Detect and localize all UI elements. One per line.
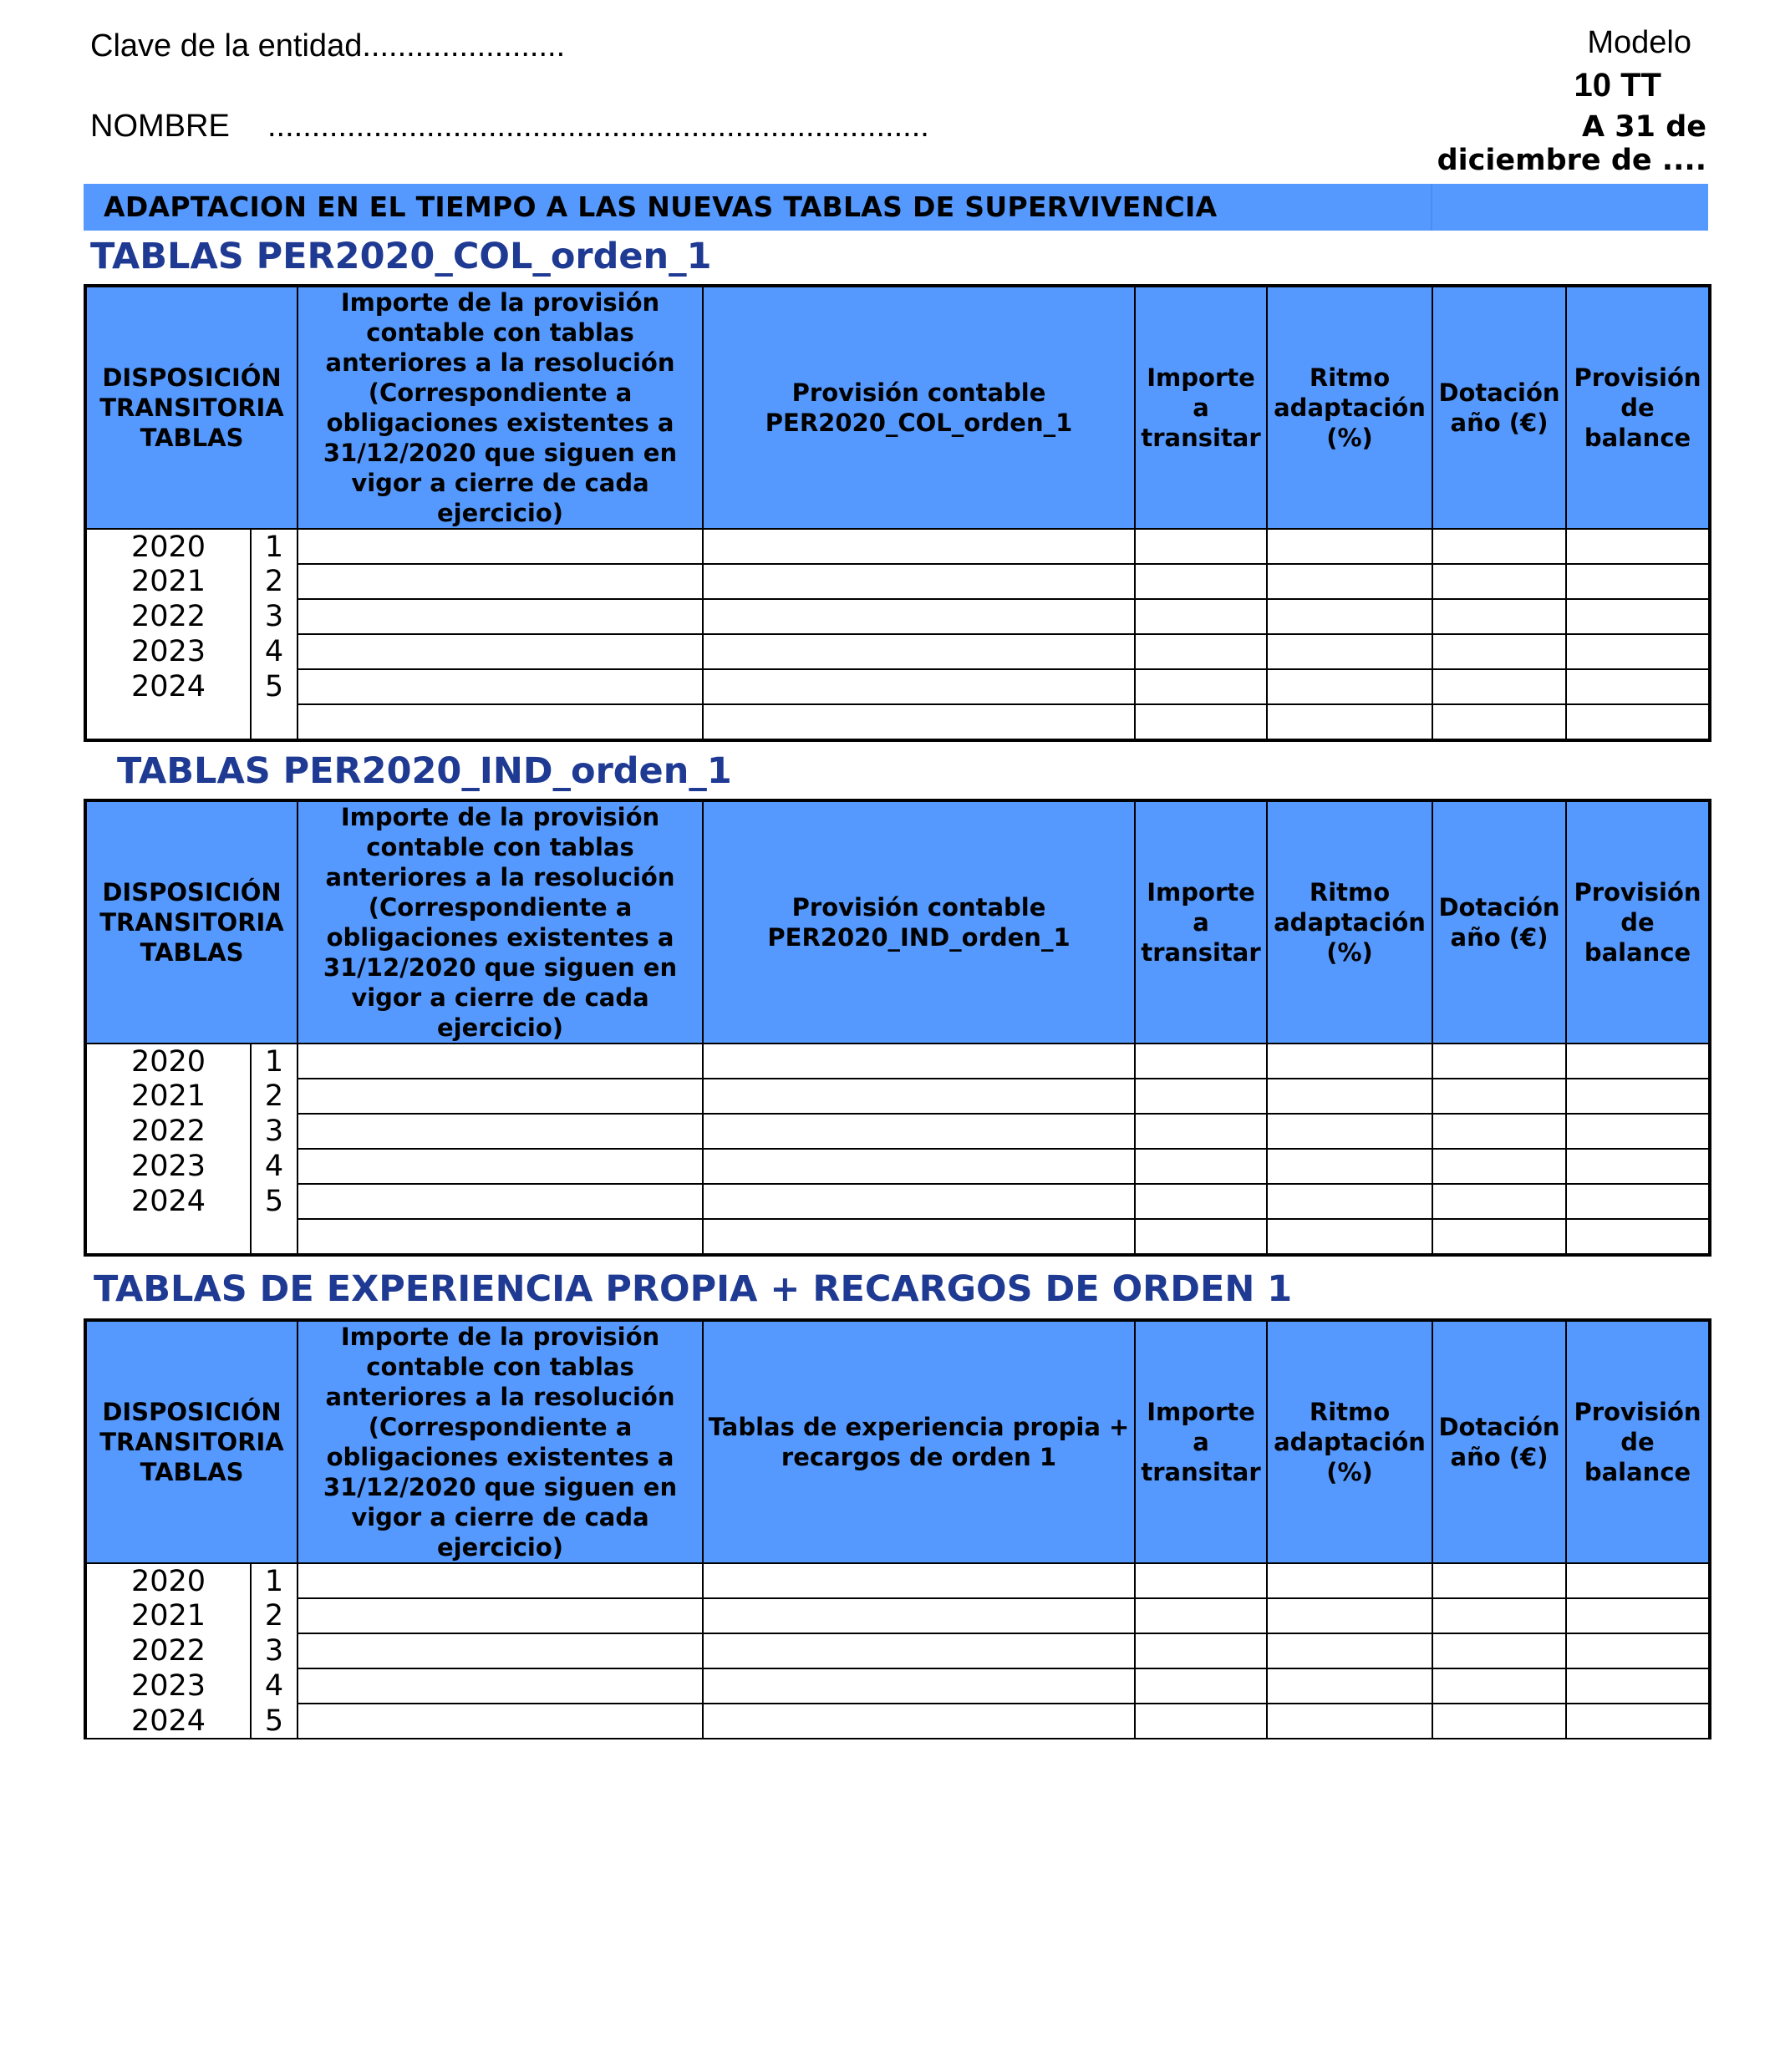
modelo-code: 10 TT [1574,67,1661,104]
input-cell[interactable] [298,1704,703,1739]
input-cell[interactable] [1267,564,1432,599]
row-year: 2023 [85,1668,251,1704]
input-cell[interactable] [298,1079,703,1114]
table-row [85,1598,1710,1633]
row-year: 2023 [85,634,251,669]
header-ritmo: Ritmo adaptación (%) [1267,800,1432,1044]
header-importe-transitar: Importe a transitar [1135,800,1267,1044]
row-index: 2 [251,1079,298,1114]
input-cell[interactable] [298,529,703,564]
header-importe-provision: Importe de la provisión contable con tablas anteriores a la resolución (Correspondiente a obligaciones existentes a 31/12/2020 que siguen en vigor a cierre de cada ejercicio) [298,800,703,1044]
input-cell[interactable] [1267,1563,1432,1598]
banner-title: ADAPTACION EN EL TIEMPO A LAS NUEVAS TABLAS DE SUPERVIVENCIA [104,190,1218,223]
input-cell[interactable] [1566,1149,1710,1184]
table-experiencia [84,1318,1711,1739]
table-row [85,1704,1710,1739]
header-dotacion: Dotación año (€) [1432,286,1566,529]
input-cell[interactable] [1432,1149,1566,1184]
table-ind [84,799,1711,1257]
header-dotacion: Dotación año (€) [1432,800,1566,1044]
section-banner [84,184,1708,231]
input-cell[interactable] [1135,599,1267,634]
input-cell[interactable] [1432,1598,1566,1633]
input-cell[interactable] [1432,1668,1566,1704]
row-index: 2 [251,1598,298,1633]
input-cell[interactable] [1566,669,1710,704]
header-importe-transitar: Importe a transitar [1135,286,1267,529]
row-index: 3 [251,1633,298,1668]
input-cell[interactable] [1267,704,1432,740]
row-year: 2024 [85,1184,251,1219]
row-year: 2020 [85,1563,251,1598]
input-cell[interactable] [1135,704,1267,740]
table-row [85,1184,1710,1219]
table-row [85,529,1710,564]
input-cell[interactable] [298,634,703,669]
input-cell[interactable] [1267,1219,1432,1255]
input-cell[interactable] [703,1668,1135,1704]
table-row [85,1563,1710,1598]
row-index: 4 [251,1668,298,1704]
input-cell[interactable] [703,634,1135,669]
input-cell[interactable] [703,1114,1135,1149]
header-dotacion: Dotación año (€) [1432,1320,1566,1563]
header-tablas-experiencia: Tablas de experiencia propia + recargos de orden 1 [703,1320,1135,1563]
input-cell[interactable] [1267,1114,1432,1149]
input-cell[interactable] [1566,1563,1710,1598]
input-cell[interactable] [1267,1633,1432,1668]
table-row [85,669,1710,704]
input-cell[interactable] [1267,1184,1432,1219]
input-cell[interactable] [703,1704,1135,1739]
input-cell[interactable] [1566,564,1710,599]
input-cell[interactable] [298,1633,703,1668]
input-cell[interactable] [1566,1044,1710,1079]
input-cell[interactable] [1432,1114,1566,1149]
input-cell[interactable] [703,1184,1135,1219]
row-index: 5 [251,1704,298,1739]
input-cell[interactable] [1267,1079,1432,1114]
header-importe-transitar: Importe a transitar [1135,1320,1267,1563]
input-cell[interactable] [298,599,703,634]
table-row [85,1219,1710,1255]
input-cell[interactable] [298,1149,703,1184]
header-importe-provision: Importe de la provisión contable con tablas anteriores a la resolución (Correspondiente a obligaciones existentes a 31/12/2020 que siguen en vigor a cierre de cada ejercicio) [298,286,703,529]
row-year: 2022 [85,1633,251,1668]
input-cell[interactable] [1566,1668,1710,1704]
row-year: 2021 [85,564,251,599]
input-cell[interactable] [703,1044,1135,1079]
row-year: 2024 [85,1704,251,1739]
input-cell[interactable] [1135,1114,1267,1149]
table-row [85,1149,1710,1184]
table-row [85,1668,1710,1704]
row-year: 2021 [85,1598,251,1633]
row-year: 2023 [85,1149,251,1184]
input-cell[interactable] [1267,1044,1432,1079]
input-cell[interactable] [1432,1079,1566,1114]
input-cell[interactable] [298,1563,703,1598]
fecha-line-1: A 31 de [1582,110,1706,144]
table-row [85,1114,1710,1149]
table-row [85,1044,1710,1079]
banner-divider [1431,184,1432,231]
input-cell[interactable] [1566,1219,1710,1255]
input-cell[interactable] [1432,564,1566,599]
table-row [85,564,1710,599]
input-cell[interactable] [703,1149,1135,1184]
header-provision-contable: Provisión contable PER2020_COL_orden_1 [703,286,1135,529]
input-cell[interactable] [703,529,1135,564]
table-row [85,704,1710,740]
input-cell[interactable] [298,1044,703,1079]
input-cell[interactable] [1135,1633,1267,1668]
section-title-col: TABLAS PER2020_COL_orden_1 [90,236,712,277]
row-index: 1 [251,1563,298,1598]
input-cell[interactable] [1267,1668,1432,1704]
table-row [85,634,1710,669]
row-year [85,704,251,740]
header-disposicion: DISPOSICIÓN TRANSITORIA TABLAS [85,286,298,529]
header-importe-provision: Importe de la provisión contable con tablas anteriores a la resolución (Correspondiente a obligaciones existentes a 31/12/2020 que siguen en vigor a cierre de cada ejercicio) [298,1320,703,1563]
input-cell[interactable] [298,1668,703,1704]
input-cell[interactable] [1135,529,1267,564]
row-year: 2020 [85,529,251,564]
input-cell[interactable] [703,564,1135,599]
header-provision-balance: Provisión de balance [1566,286,1710,529]
input-cell[interactable] [1135,1563,1267,1598]
input-cell[interactable] [703,669,1135,704]
input-cell[interactable] [298,564,703,599]
table-row [85,1633,1710,1668]
row-index: 4 [251,1149,298,1184]
header-provision-contable: Provisión contable PER2020_IND_orden_1 [703,800,1135,1044]
row-year: 2020 [85,1044,251,1079]
input-cell[interactable] [1267,1598,1432,1633]
input-cell[interactable] [1566,1704,1710,1739]
row-year: 2022 [85,599,251,634]
row-index: 3 [251,599,298,634]
input-cell[interactable] [1566,1633,1710,1668]
table-row [85,599,1710,634]
header-disposicion: DISPOSICIÓN TRANSITORIA TABLAS [85,800,298,1044]
input-cell[interactable] [1432,599,1566,634]
row-index: 1 [251,529,298,564]
input-cell[interactable] [1432,1704,1566,1739]
input-cell[interactable] [1432,669,1566,704]
input-cell[interactable] [1566,1079,1710,1114]
input-cell[interactable] [1566,599,1710,634]
table-col [84,284,1711,742]
input-cell[interactable] [1135,1219,1267,1255]
input-cell[interactable] [1267,1704,1432,1739]
row-index: 5 [251,669,298,704]
header-provision-balance: Provisión de balance [1566,1320,1710,1563]
row-index: 3 [251,1114,298,1149]
input-cell[interactable] [298,1184,703,1219]
input-cell[interactable] [1432,634,1566,669]
header-disposicion: DISPOSICIÓN TRANSITORIA TABLAS [85,1320,298,1563]
clave-entidad-label: Clave de la entidad....................... [90,28,566,63]
input-cell[interactable] [1267,529,1432,564]
input-cell[interactable] [1432,529,1566,564]
input-cell[interactable] [1566,1114,1710,1149]
input-cell[interactable] [703,1633,1135,1668]
header-provision-balance: Provisión de balance [1566,800,1710,1044]
input-cell[interactable] [1267,669,1432,704]
input-cell[interactable] [703,1079,1135,1114]
input-cell[interactable] [1432,1184,1566,1219]
input-cell[interactable] [703,599,1135,634]
row-year: 2024 [85,669,251,704]
input-cell[interactable] [1135,1079,1267,1114]
row-index: 1 [251,1044,298,1079]
input-cell[interactable] [1566,1598,1710,1633]
input-cell[interactable] [1566,1184,1710,1219]
section-title-experiencia: TABLAS DE EXPERIENCIA PROPIA + RECARGOS DE ORDEN 1 [94,1268,1293,1310]
row-year: 2022 [85,1114,251,1149]
input-cell[interactable] [1135,1598,1267,1633]
input-cell[interactable] [703,704,1135,740]
input-cell[interactable] [298,1598,703,1633]
input-cell[interactable] [1566,529,1710,564]
row-index [251,704,298,740]
input-cell[interactable] [1135,564,1267,599]
input-cell[interactable] [703,1598,1135,1633]
fecha-line-2: diciembre de .... [1437,144,1706,177]
input-cell[interactable] [1566,634,1710,669]
nombre-field[interactable]: ........................................................................... [267,109,929,144]
input-cell[interactable] [1432,704,1566,740]
table-row [85,1079,1710,1114]
row-year [85,1219,251,1255]
input-cell[interactable] [1566,704,1710,740]
input-cell[interactable] [298,669,703,704]
header-ritmo: Ritmo adaptación (%) [1267,1320,1432,1563]
input-cell[interactable] [1432,1633,1566,1668]
input-cell[interactable] [1135,1668,1267,1704]
input-cell[interactable] [1432,1563,1566,1598]
row-index: 2 [251,564,298,599]
row-index: 4 [251,634,298,669]
row-index [251,1219,298,1255]
input-cell[interactable] [1135,669,1267,704]
input-cell[interactable] [1135,1149,1267,1184]
input-cell[interactable] [298,1114,703,1149]
input-cell[interactable] [1267,599,1432,634]
nombre-label: NOMBRE [90,109,230,144]
section-title-ind: TABLAS PER2020_IND_orden_1 [117,750,732,792]
input-cell[interactable] [1135,1704,1267,1739]
row-year: 2021 [85,1079,251,1114]
row-index: 5 [251,1184,298,1219]
input-cell[interactable] [1135,1044,1267,1079]
input-cell[interactable] [1135,634,1267,669]
input-cell[interactable] [1135,1184,1267,1219]
modelo-label: Modelo [1587,25,1691,60]
input-cell[interactable] [1432,1219,1566,1255]
input-cell[interactable] [1432,1044,1566,1079]
input-cell[interactable] [298,704,703,740]
input-cell[interactable] [703,1219,1135,1255]
header-ritmo: Ritmo adaptación (%) [1267,286,1432,529]
input-cell[interactable] [298,1219,703,1255]
input-cell[interactable] [1267,634,1432,669]
input-cell[interactable] [1267,1149,1432,1184]
input-cell[interactable] [703,1563,1135,1598]
